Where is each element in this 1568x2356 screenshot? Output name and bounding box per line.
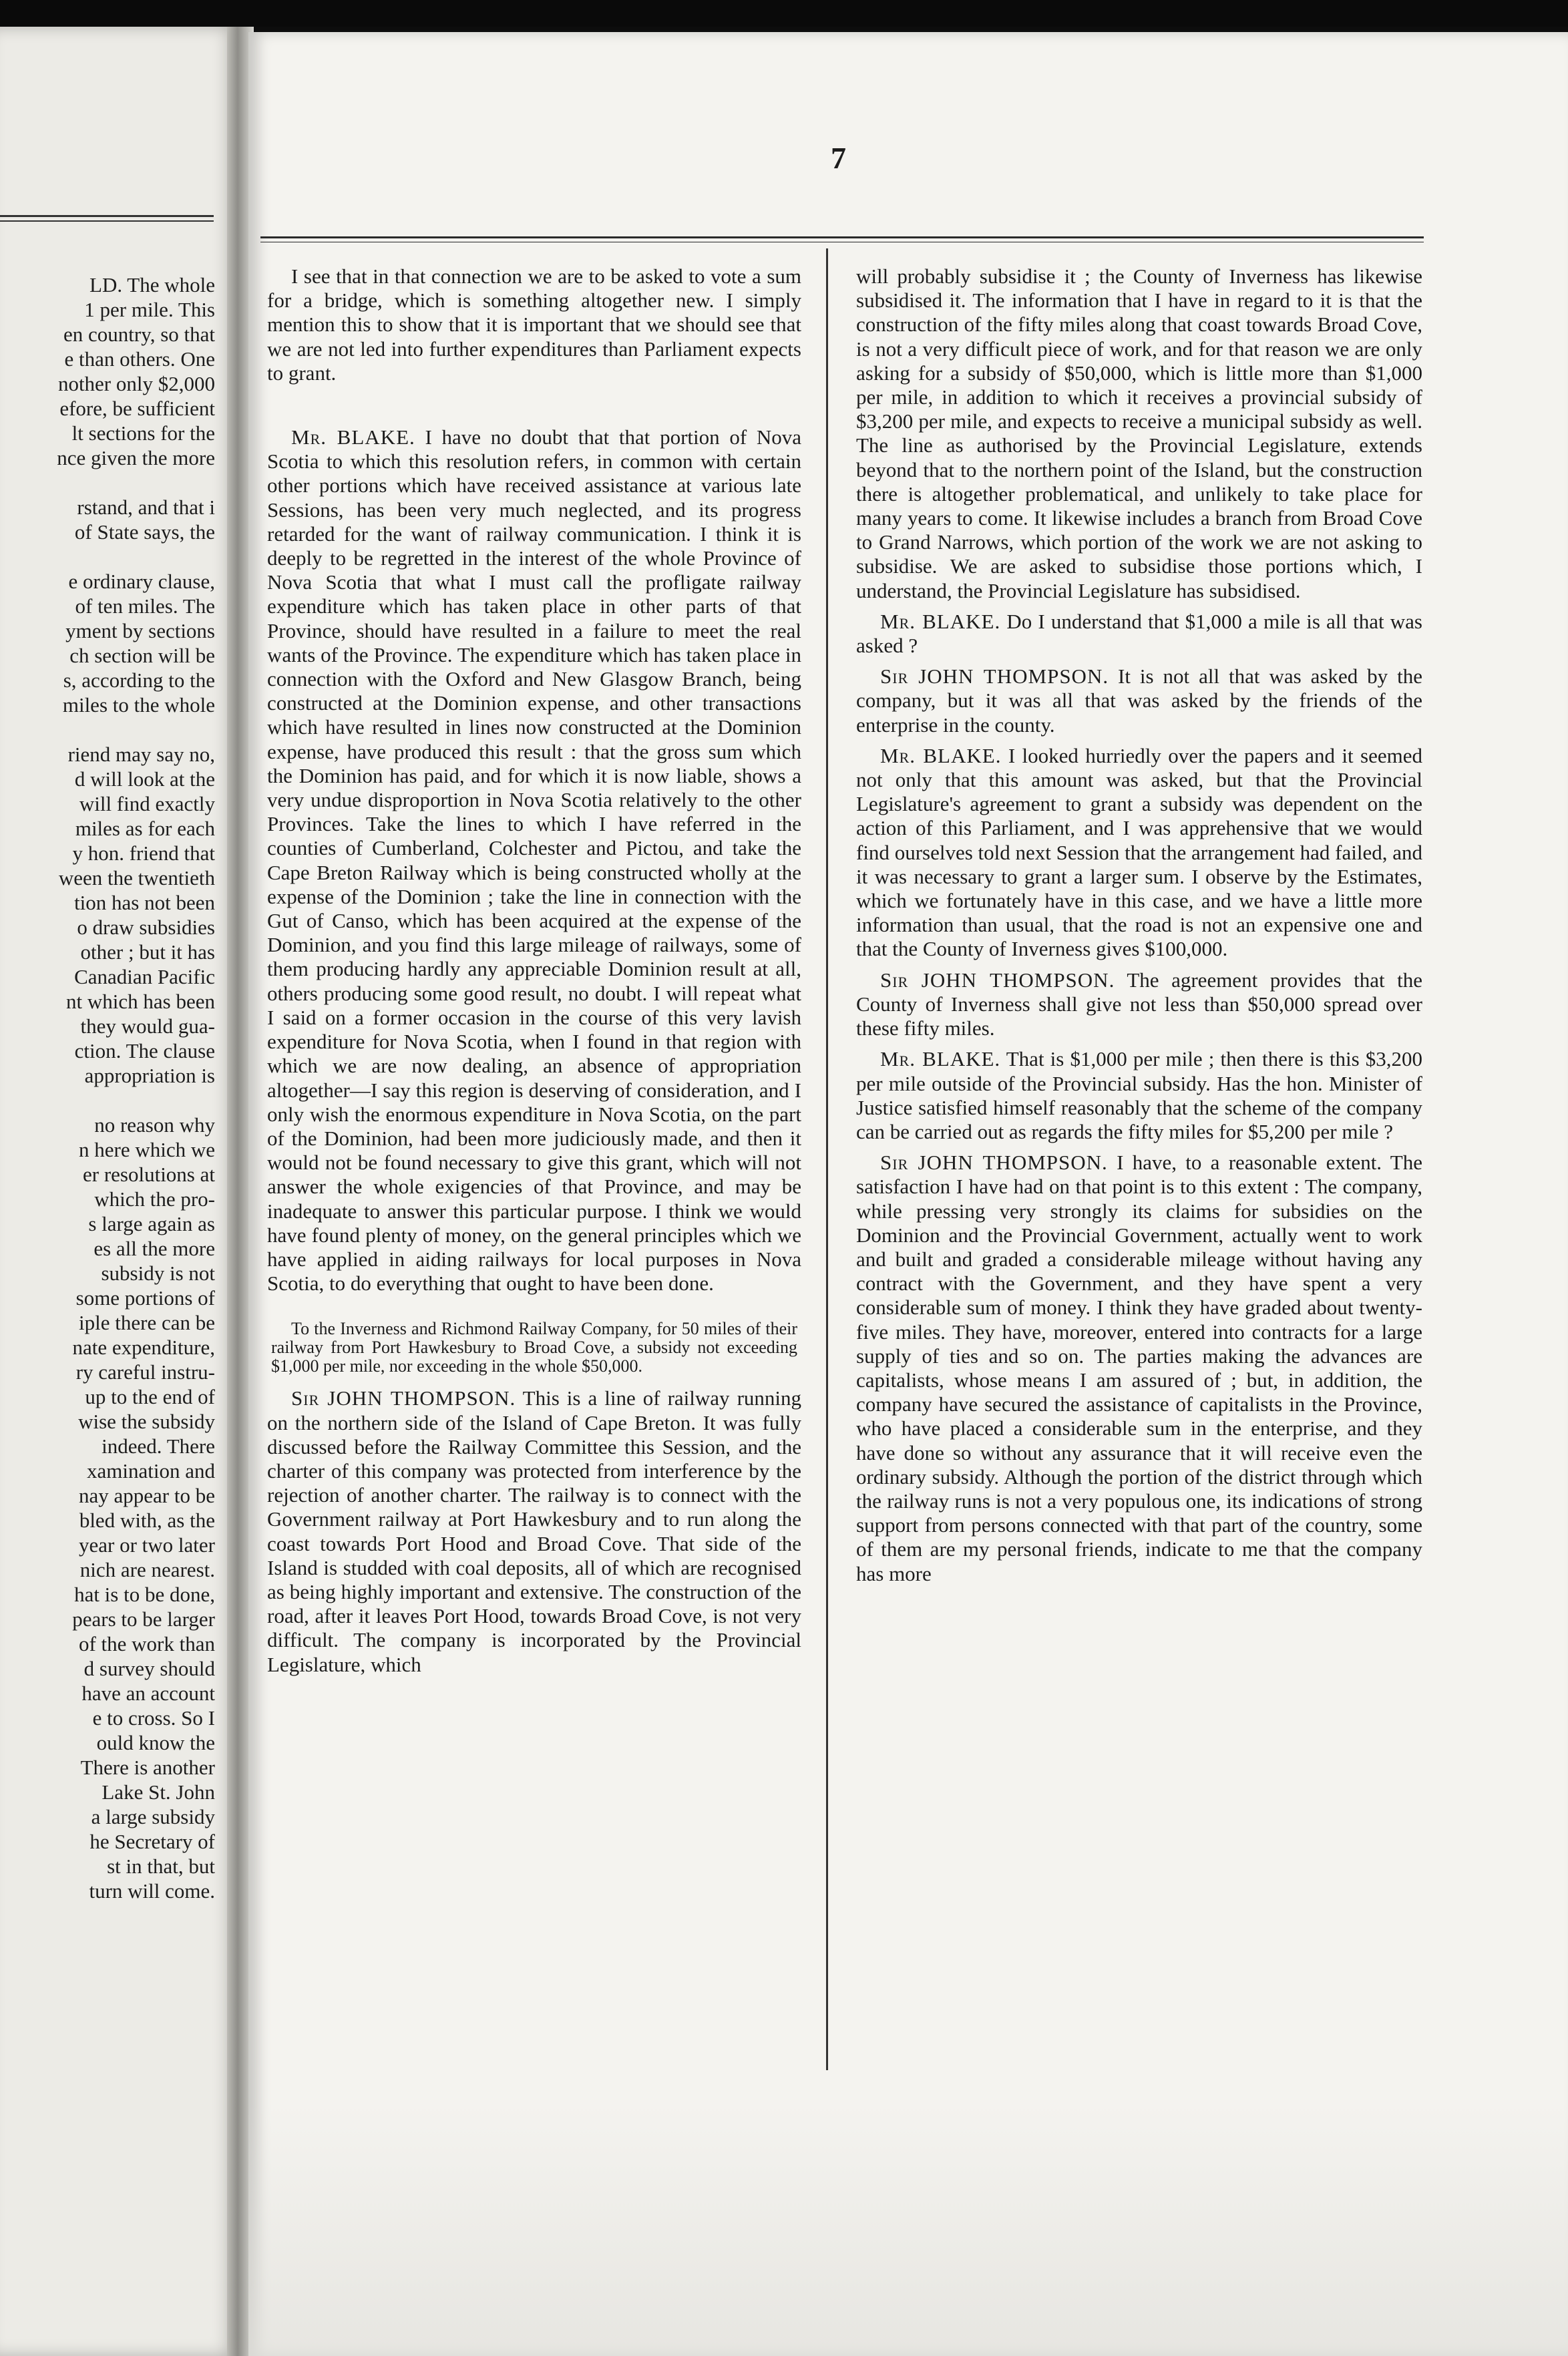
fragment-line: they would gua- [80,1014,215,1038]
fragment-line: nce given the more [57,446,215,469]
speaker-name: Sir JOHN THOMPSON. [880,664,1109,689]
page-bottom-shading [248,2104,1568,2356]
fragment-line: miles to the whole [62,693,215,717]
speaker-name: Sir JOHN THOMPSON. [880,968,1115,992]
fragment-line: es all the more [93,1237,215,1260]
fragment-line: nother only $2,000 [57,372,215,395]
paragraph [856,1151,1422,1586]
fragment-line: bled with, as the [79,1509,215,1532]
paragraph [856,664,1422,737]
fragment-line: nich are nearest. [79,1558,215,1581]
scan-top-edge [0,0,1568,27]
fragment-line: st in that, but [107,1854,215,1878]
paragraph: will probably subsidise it ; the County of Inverness has likewise subsidised it. The information that I have in regard to it is that the construction of the fifty miles along that coast towards Broad Cove, is not a very difficult piece of work, and for that reason we are only asking for a subsidy of $50,000, which is little more than $1,000 per mile, in addition to which it receives a provincial subsidy of $3,200 per mile, and expects to receive a municipal subsidy as well. The line as authorised by the Provincial Legislature, extends beyond that to the northern point of the Island, but the construction there is altogether problematical, and unlikely to take place for many years to come. It likewise includes a branch from Broad Cove to Grand Narrows, which portion of the work we are not asking to subsidise. We are asked to subsidise those portions which, I understand, the Provincial Legislature has subsidised. [856,264,1422,602]
fragment-line: up to the end of [85,1385,215,1408]
fragment-line: have an account [81,1682,215,1705]
speech-text: The agreement provides that the County of Inverness shall give not less than $50,000 spread over these fifty miles. [856,968,1423,1040]
fragment-line: hat is to be done, [74,1583,215,1606]
fragment-line: indeed. There [102,1434,215,1458]
speech-text: It is not all that was asked by the company, but it was all that was asked by the friends of the enterprise in the county. [856,664,1422,737]
fragment-line: pears to be larger [72,1607,215,1631]
fragment-line: Canadian Pacific [74,965,215,988]
fragment-line: a large subsidy [91,1805,215,1828]
fragment-line: turn will come. [89,1879,215,1903]
fragment-line: e than others. One [64,347,215,371]
left-page-rule [0,215,214,217]
fragment-line: ction. The clause [74,1039,215,1062]
paragraph [267,425,801,1296]
fragment-line: which the pro- [94,1187,215,1211]
speaker-name: Mr. BLAKE. [880,1047,1001,1071]
column-left [267,264,801,1677]
paragraph [856,610,1422,658]
speaker-name: Mr. BLAKE. [880,743,1002,767]
fragment-line: e ordinary clause, [68,570,215,593]
fragment-line: ry careful instru- [75,1360,215,1384]
speech-text: I have, to a reasonable extent. The satisfaction I have had on that point is to this extent : The company, while pressing very strongly its claims for subsidies on the Dominion and the Provincial Government, actually went to work and built and graded a considerable mileage without having any contract with the Government, and they have spent a very considerable sum of money. I think they have graded about twenty-five miles. They have, moreover, entered into contracts for a large supply of ties and so on. The parties making the advances are capitalists, whose means I am assured of ; but, in addition, the company have secured the assistance of capitalists in the Province, who have placed a considerable sum in the enterprise, and they have done so without any assurance that it will receive even the ordinary subsidy. Although the portion of the district through which the railway runs is not a very populous one, its indications of strong support from persons connected with that part of the country, some of them are my personal friends, indicate to me that the company has more [856,1151,1422,1585]
fragment-line: ween the twentieth [58,866,215,890]
fragment-line: xamination and [87,1459,215,1483]
fragment-line: he Secretary of [89,1830,215,1853]
speaker-name: Sir JOHN THOMPSON. [291,1386,516,1410]
fragment-line: nay appear to be [79,1484,215,1507]
column-rule [826,248,828,2070]
fragment-line: s large again as [88,1212,215,1235]
fragment-line: e to cross. So I [92,1706,215,1730]
column-right [856,264,1422,1586]
fragment-line: n here which we [79,1138,215,1161]
fragment-line: will find exactly [79,792,215,815]
fragment-gap [0,470,215,495]
speech-text: That is $1,000 per mile ; then there is this $3,200 per mile outside of the Provincial subsidy. Has the hon. Minister of Justice satisfied himself reasonably that the scheme of the company can be carried out as regards the fifty miles for $5,200 per mile ? [856,1047,1423,1143]
fragment-line: y hon. friend that [72,841,215,865]
fragment-line: ould know the [96,1731,215,1754]
fragment-gap [0,1088,215,1113]
resolution-text [271,1320,797,1376]
fragment-line: miles as for each [75,817,215,840]
fragment-gap [0,717,215,742]
paragraph: I see that in that connection we are to be asked to vote a sum for a bridge, which is something altogether new. I simply mention this to show that it is important that we should see that we are not led into further expenditures than Parliament expects to grant. [267,264,801,385]
page-number: 7 [831,141,846,175]
fragment-line: no reason why [94,1113,215,1137]
fragment-line: yment by sections [65,619,215,642]
fragment-line: iple there can be [79,1311,215,1334]
speaker-name: Mr. BLAKE. [880,609,1001,633]
speech-text: I have no doubt that that portion of Nova Scotia to which this resolution refers, in common with certain other portions which have received assistance at various late Sessions, has been very much neglected, and its progress retarded for the want of railway communication. I think it is deeply to be regretted in the interest of the whole Province of Nova Scotia that what I must call the profligate railway expenditure which has taken place in other parts of that Province, should have resulted in a failure to meet the real wants of the Province. The expenditure which has taken place in connection with the Oxford and New Glasgow Branch, being constructed at the Dominion expense, and other transactions which have resulted in lines now constructed at the Dominion expense, have produced this result : that the gross sum which the Dominion has paid, and for which it is now liable, shows a very undue disproportion in Nova Scotia relatively to the other Provinces. Take the lines to which I have referred in the counties of Cumberland, Colchester and Pictou, and take the Cape Breton Railway which is being constructed wholly at the expense of the Dominion ; take the line in connection with the Gut of Canso, which has been acquired at the expense of the Dominion, and you find this large mileage of railways, some of them producing hardly any appreciable Dominion result at all, others producing some good result, no doubt. I will repeat what I said on a former occasion in the course of this very lavish expenditure for Nova Scotia, when I found in that region with which we are now dealing, an absence of appropriation altogether—I say this region is deserving of consideration, and I only wish the enormous expenditure in Nova Scotia, on the part of the Dominion, had been more judiciously made, and then it would not be found necessary to give this grant, which will not answer the whole exigencies of that Province, and may be inadequate to answer this particular purpose. I think we would have found plenty of money, on the general principles which we have applied in aiding railways for local purposes in Nova Scotia, to do everything that ought to have been done. [267,425,801,1296]
resolution-body: To the Inverness and Richmond Railway Company, for 50 miles of their railway from Port Hawkesbury to Broad Cove, a subsidy not exceeding $1,000 per mile, nor exceeding in the whole $50,000. [271,1319,797,1376]
fragment-line: rstand, and that i [77,496,215,519]
fragment-line: wise the subsidy [78,1410,215,1433]
fragment-line: of the work than [78,1632,215,1655]
paragraph [856,744,1422,962]
left-page-text [0,272,215,1903]
fragment-line: nate expenditure, [72,1336,215,1359]
fragment-line: er resolutions at [82,1163,215,1186]
speaker-name: Mr. BLAKE. [291,425,415,449]
speech-text: I looked hurriedly over the papers and it seemed not only that this amount was asked, but that the Provincial Legislature's agreement to grant a subsidy was dependent on the action of this Parliament, and I was apprehensive that we would find ourselves told next Session that the arrangement had failed, and it was necessary to grant a larger sum. I observe by the Estimates, which we fortunately have in this case, and we have a little more information than usual, that the road is not an expensive one and that the County of Inverness gives $100,000. [856,743,1422,961]
previous-page-fragment [0,27,240,2356]
fragment-line: year or two later [79,1533,215,1557]
fragment-line: s, according to the [63,668,215,692]
speaker-name: Sir JOHN THOMPSON. [880,1151,1108,1175]
fragment-line: LD. The whole [89,273,215,297]
speech-text: This is a line of railway running on the northern side of the Island of Cape Breton. It was fully discussed before the Railway Committee this Session, and the charter of this company was protected from interference by the rejection of another charter. The railway is to connect with the Government railway at Port Hawkesbury and to run along the coast towards Port Hood and Broad Cove. That side of the Island is studded with coal deposits, all of which are recognised as being highly important and extensive. The construction of the road, after it leaves Port Hood, towards Broad Cove, is not very difficult. The company is incorporated by the Provincial Legislature, which [267,1386,802,1676]
fragment-line: some portions of [75,1286,215,1310]
paragraph [856,1047,1422,1144]
fragment-line: lt sections for the [71,421,215,445]
speech-text: Do I understand that $1,000 a mile is all that was asked ? [856,609,1423,658]
fragment-line: o draw subsidies [77,916,215,939]
fragment-line: riend may say no, [67,743,215,766]
fragment-line: of ten miles. The [75,594,215,618]
fragment-line: d survey should [83,1657,215,1680]
fragment-gap [0,544,215,569]
paragraph [856,968,1422,1041]
fragment-line: en country, so that [63,323,215,346]
fragment-line: efore, be sufficient [59,397,215,420]
fragment-line: ch section will be [69,644,215,667]
fragment-line: d will look at the [74,767,215,791]
header-rule [260,236,1424,238]
fragment-line: nt which has been [66,990,215,1013]
fragment-line: of State says, the [74,520,215,544]
fragment-line: 1 per mile. This [84,298,215,321]
fragment-line: tion has not been [74,891,215,914]
fragment-line: other ; but it has [80,940,215,964]
left-page-rule [0,220,214,222]
fragment-line: Lake St. John [102,1780,215,1804]
fragment-line: There is another [80,1756,215,1779]
paragraph [267,1386,801,1676]
fragment-line: subsidy is not [101,1261,215,1285]
fragment-line: appropriation is [84,1064,215,1087]
